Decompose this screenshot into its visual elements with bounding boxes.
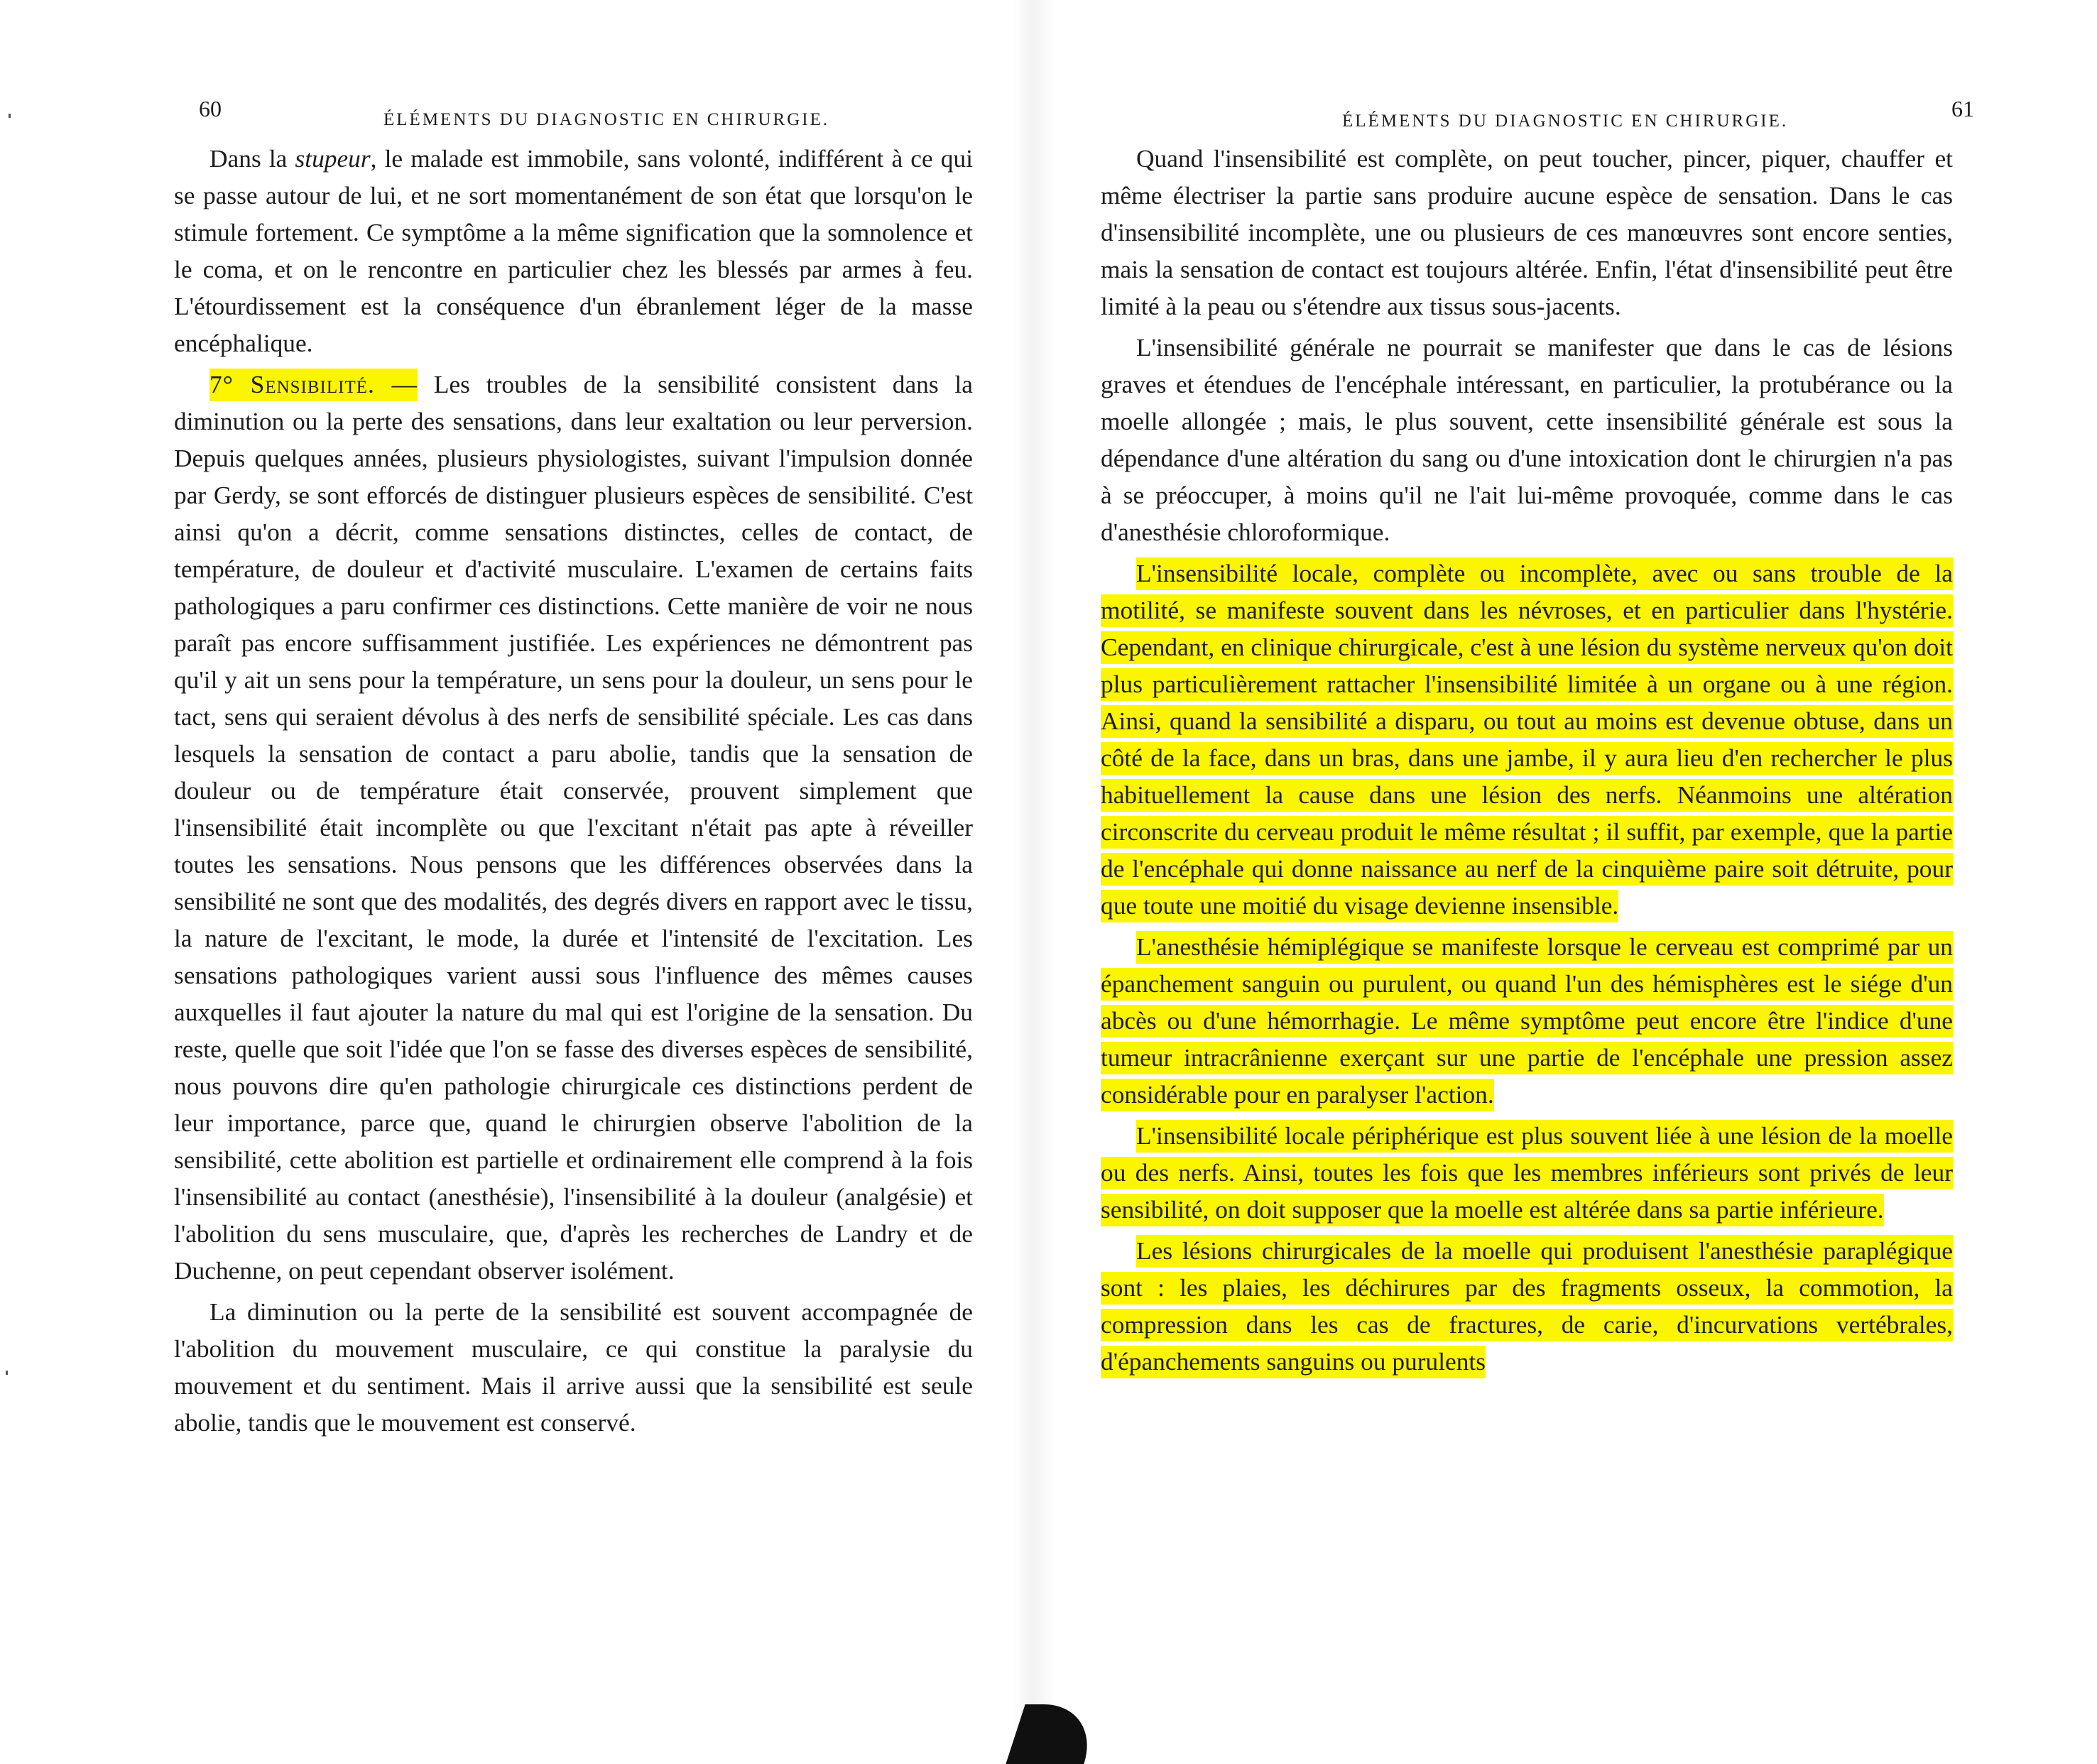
section-heading-sensibilite: 7° Sensibilité. —	[209, 369, 418, 401]
text-run: , le malade est immobile, sans volonté, indifférent à ce qui se passe autour de lui, et ne sort momentanément de son état que lorsqu'on le stimule fortement. Ce symptôme a la même signification que la somnolence et le coma, et on le rencontre en particulier chez les blessés par armes à feu. L'étourdissement est la conséquence d'un ébranlement léger de la masse encéphalique.	[174, 144, 973, 357]
left-page-header	[192, 96, 987, 138]
running-head: ÉLÉMENTS DU DIAGNOSTIC EN CHIRURGIE.	[383, 110, 830, 129]
scan-speck	[6, 1371, 8, 1375]
running-head: ÉLÉMENTS DU DIAGNOSTIC EN CHIRURGIE.	[1342, 111, 1789, 131]
paragraph	[1101, 1117, 1953, 1228]
paragraph	[1101, 1232, 1953, 1380]
paragraph	[174, 366, 973, 1289]
left-page-body	[174, 140, 973, 1441]
highlighted-text: L'insensibilité locale, complète ou incomplète, avec ou sans trouble de la motilité, se manifeste souvent dans les névroses, et en particulier dans l'hystérie. Cependant, en clinique chirurgicale, c'est à une lésion du système nerveux qu'on doit plus particulièrement rattacher l'insensibilité limitée à un organe ou à une région. Ainsi, quand la sensibilité a disparu, ou tout au moins est devenue obtuse, dans un côté de la face, dans un bras, dans une jambe, il y aura lieu d'en rechercher le plus habituellement la cause dans une lésion des nerfs. Néanmoins une altération circonscrite du cerveau produit le même résultat ; il suffit, par exemple, que la partie de l'encéphale qui donne naissance au nerf de la cinquième paire soit détruite, pour que toute une moitié du visage devienne insensible.	[1101, 557, 1953, 922]
paragraph	[174, 140, 973, 361]
paragraph	[1101, 555, 1953, 924]
text-run: Les troubles de la sensibilité consistent dans la diminution ou la perte des sensations, dans leur exaltation ou leur perversion. Depuis quelques années, plusieurs physiologistes, suivant l'impulsion donnée par Gerdy, se sont efforcés de distinguer plusieurs espèces de sensibilité. C'est ainsi qu'on a décrit, comme sensations distinctes, celles de contact, de température, de douleur et d'activité musculaire. L'examen de certains faits pathologiques a paru confirmer ces distinctions. Cette manière de voir ne nous paraît pas encore suffisamment justifiée. Les expériences ne démontrent pas qu'il y ait un sens pour la température, un sens pour la douleur, un sens pour le tact, sens qui seraient dévolus à des nerfs de sensibilité spéciale. Les cas dans lesquels la sensation de contact a paru abolie, tandis que la sensation de douleur ou de température était conservée, prouvent simplement que l'insensibilité était incomplète ou que l'excitant n'était pas apte à réveiller toutes les sensations. Nous pensons que les différences observées dans la sensibilité ne sont que des modalités, des degrés divers en rapport avec le tissu, la nature de l'excitant, le mode, la durée et l'intensité de l'excitation. Les sensations pathologiques varient aussi sous l'influence des mêmes causes auxquelles il faut ajouter la nature du mal qui est l'origine de la sensation. Du reste, quelle que soit l'idée que l'on se fasse des diverses espèces de sensibilité, nous pouvons dire qu'en pathologie chirurgicale ces distinctions perdent de leur importance, parce que, quand le chirurgien observe l'abolition de la sensibilité, cette abolition est partielle et ordinairement elle comprend à la fois l'insensibilité au contact (anesthésie), l'insensibilité à la douleur (analgésie) et l'abolition du sens musculaire, que, d'après les recherches de Landry et de Duchenne, on peut cependant observer isolément.	[174, 370, 973, 1285]
left-page	[0, 0, 1037, 1764]
right-page-header	[1101, 96, 1974, 138]
highlighted-text: L'anesthésie hémiplégique se manifeste lorsque le cerveau est comprimé par un épanchement sanguin ou purulent, ou quand l'un des hémisphères est le siége d'un abcès ou d'une hémorrhagie. Le même symptôme peut encore être l'indice d'une tumeur intracrânienne exerçant sur une partie de l'encéphale une pression assez considérable pour en paralyser l'action.	[1101, 931, 1953, 1111]
emphasis: stupeur	[295, 144, 371, 173]
right-page-body	[1101, 140, 1953, 1380]
paragraph: La diminution ou la perte de la sensibilité est souvent accompagnée de l'abolition du mouvement musculaire, ce qui constitue la paralysie du mouvement et du sentiment. Mais il arrive aussi que la sensibilité est seule abolie, tandis que le mouvement est conservé.	[174, 1297, 973, 1437]
paragraph: Quand l'insensibilité est complète, on peut toucher, pincer, piquer, chauffer et même électriser la partie sans produire aucune espèce de sensation. Dans le cas d'insensibilité incomplète, une ou plusieurs de ces manœuvres sont encore senties, mais la sensation de contact est toujours altérée. Enfin, l'état d'insensibilité peut être limité à la peau ou s'étendre aux tissus sous-jacents.	[1101, 144, 1953, 320]
right-page	[1037, 0, 2097, 1764]
page-number: 60	[199, 96, 222, 121]
scan-speck	[9, 114, 11, 118]
highlighted-text: Les lésions chirurgicales de la moelle qui produisent l'anesthésie paraplégique sont : les plaies, les déchirures par des fragments osseux, la commotion, la compression dans les cas de fractures, de carie, d'incurvations vertébrales, d'épanchements sanguins ou purulents	[1101, 1235, 1953, 1378]
page-number: 61	[1951, 96, 1974, 121]
text-run: Dans la	[209, 144, 295, 173]
paragraph	[1101, 928, 1953, 1113]
highlighted-text: L'insensibilité locale périphérique est plus souvent liée à une lésion de la moelle ou des nerfs. Ainsi, toutes les fois que les membres inférieurs sont privés de leur sensibilité, on doit supposer que la moelle est altérée dans sa partie inférieure.	[1101, 1120, 1953, 1226]
paragraph: L'insensibilité générale ne pourrait se manifester que dans le cas de lésions graves et étendues de l'encéphale intéressant, en particulier, la protubérance ou la moelle allongée ; mais, le plus souvent, cette insensibilité générale est sous la dépendance d'une altération du sang ou d'une intoxication dont le chirurgien n'a pas à se préoccuper, à moins qu'il ne l'ait lui-même provoquée, comme dans le cas d'anesthésie chloroformique.	[1101, 333, 1953, 546]
